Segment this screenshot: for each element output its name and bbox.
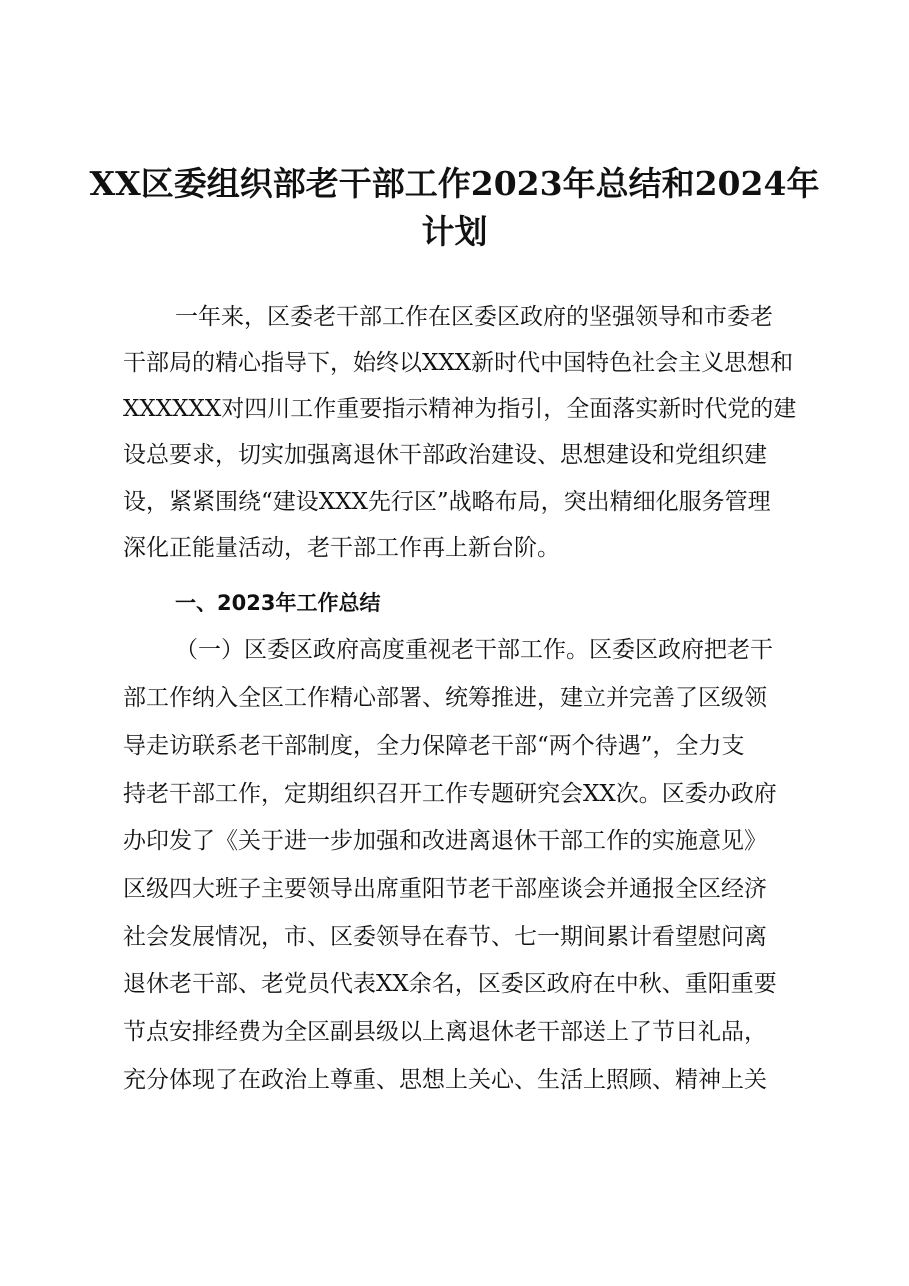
section-line-7: 社会发展情况，市、区委领导在春节、七一期间累计看望慰问离 bbox=[123, 924, 767, 950]
intro-line-4: 设总要求，切实加强离退休干部政治建设、思想建设和党组织建 bbox=[123, 442, 767, 468]
title-line-1: XX区委组织部老干部工作2023年总结和2024年 bbox=[89, 164, 820, 203]
section-line-8: 退休老干部、老党员代表XX余名，区委区政府在中秋、重阳重要 bbox=[123, 971, 777, 997]
section-line-1: （一）区委区政府高度重视老干部工作。区委区政府把老干 bbox=[175, 637, 773, 663]
section-line-10: 充分体现了在政治上尊重、思想上关心、生活上照顾、精神上关 bbox=[123, 1067, 767, 1093]
intro-line-3: XXXXXX对四川工作重要指示精神为指引，全面落实新时代党的建 bbox=[123, 396, 797, 422]
intro-line-1: 一年来，区委老干部工作在区委区政府的坚强领导和市委老 bbox=[175, 304, 773, 330]
section-line-4: 持老干部工作，定期组织召开工作专题研究会XX次。区委办政府 bbox=[123, 781, 777, 807]
intro-line-2: 干部局的精心指导下，始终以XXX新时代中国特色社会主义思想和 bbox=[123, 350, 794, 376]
intro-line-6: 深化正能量活动，老干部工作再上新台阶。 bbox=[123, 535, 560, 561]
section-heading: 一、2023年工作总结 bbox=[175, 591, 381, 615]
document-title bbox=[80, 160, 829, 256]
section-line-3: 导走访联系老干部制度，全力保障老干部“两个待遇”，全力支 bbox=[123, 733, 745, 759]
section-line-9: 节点安排经费为全区副县级以上离退休老干部送上了节日礼品， bbox=[123, 1019, 767, 1045]
section-line-6: 区级四大班子主要领导出席重阳节老干部座谈会并通报全区经济 bbox=[123, 876, 767, 902]
section-line-2: 部工作纳入全区工作精心部署、统筹推进，建立并完善了区级领 bbox=[123, 685, 767, 711]
title-line-2: 计划 bbox=[421, 212, 488, 251]
section-line-5: 办印发了《关于进一步加强和改进离退休干部工作的实施意见》 bbox=[123, 828, 767, 854]
intro-line-5: 设，紧紧围绕“建设XXX先行区”战略布局，突出精细化服务管理 bbox=[123, 489, 771, 515]
